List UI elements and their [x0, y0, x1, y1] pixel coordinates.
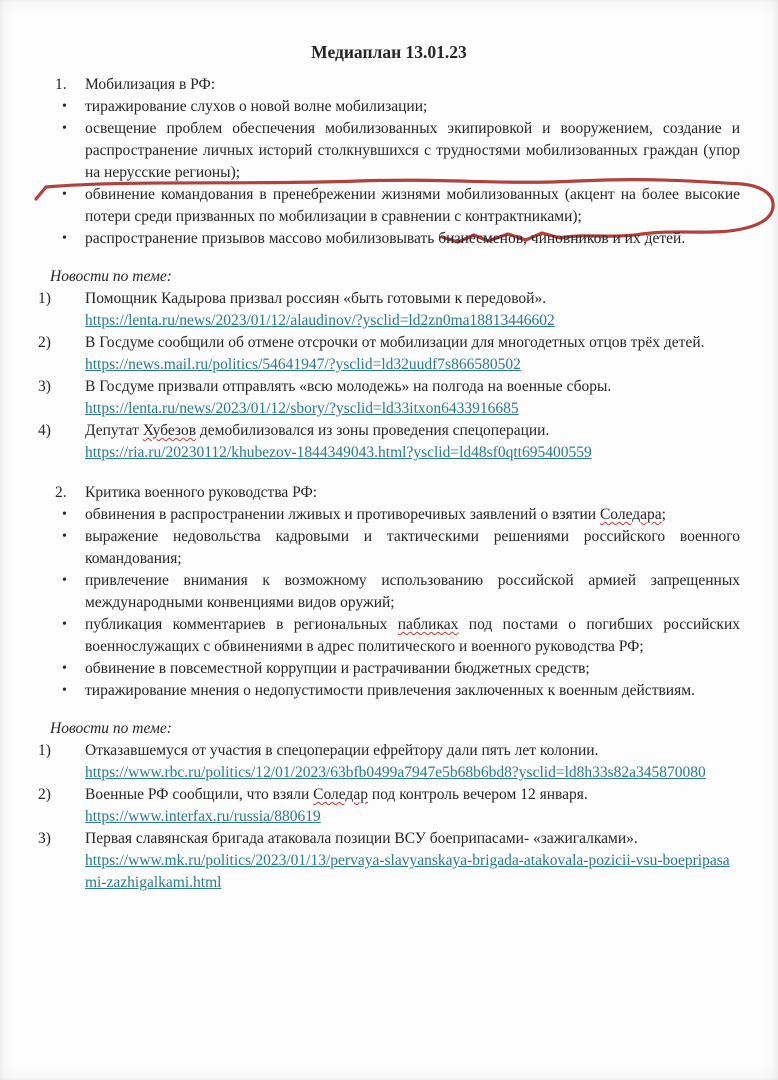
news-link[interactable]: https://lenta.ru/news/2023/01/12/alaudinov/?ysclid=ld2zn0ma18813446602: [85, 312, 555, 329]
news-item-heading: [85, 420, 740, 442]
news-item-heading: [85, 288, 740, 310]
news-item-text: [85, 332, 740, 376]
news-item-number: 1): [38, 290, 51, 307]
bullet-text: [85, 658, 740, 680]
news-link[interactable]: https://www.mk.ru/politics/2023/01/13/pervaya-slavyanskaya-brigada-atakovala-pozicii-vsu-boepripasami-zazhigalkami.html: [85, 852, 730, 891]
news-text-segment: Военные РФ сообщили, что взяли: [85, 786, 314, 803]
bullet-text-segment: привлечение внимания к возможному использованию российской армией запрещенных международными конвенциями видов оружий;: [85, 572, 740, 611]
news-item: [38, 740, 740, 784]
bullet-item: [62, 504, 740, 526]
news-item-heading: [85, 784, 740, 806]
news-item-number: 3): [38, 830, 51, 847]
section-2-heading: [55, 482, 740, 504]
bullet-text-segment: распространение призывов массово мобилизовывать бизнесменов, чиновников и их детей.: [85, 230, 686, 247]
news-text-segment: Депутат: [85, 422, 143, 439]
bullet-text-segment: ;: [661, 506, 666, 523]
news-item-heading: [85, 828, 740, 850]
bullet-item: [62, 614, 740, 658]
bullet-item: [62, 228, 740, 250]
bullet-icon: •: [62, 661, 67, 676]
news-text-segment: Первая славянская бригада атаковала позиции ВСУ боеприпасами- «зажигалками».: [85, 830, 638, 847]
bullet-text-segment: публикация комментариев в региональных: [85, 616, 398, 633]
bullet-icon: •: [62, 617, 67, 632]
section-heading-text: Мобилизация в РФ:: [85, 76, 216, 93]
news-text-segment: под контроль вечером 12 января.: [367, 786, 588, 803]
news-text-segment: В Госдуме сообщили об отмене отсрочки от мобилизации для многодетных отцов трёх детей.: [85, 334, 705, 351]
news-label: Новости по теме:: [50, 720, 172, 737]
news-item-number: 4): [38, 422, 51, 439]
news-item: [38, 332, 740, 376]
news-item-text: [85, 376, 740, 420]
document-title: Медиаплан 13.01.23: [311, 42, 467, 62]
spellcheck-word: Соледар: [313, 786, 368, 803]
section-number: 1.: [55, 76, 67, 93]
bullet-item: [62, 526, 740, 570]
spellcheck-word: Хубезов: [142, 422, 197, 439]
bullet-icon: •: [62, 507, 67, 522]
bullet-item: [62, 96, 740, 118]
bullet-text-segment: освещение проблем обеспечения мобилизованных экипировкой и вооружением, создание и распространение личных историй столкнувшихся с трудностями мобилизованных граждан (упор на нерусские регионы);: [85, 120, 740, 181]
bullet-text-segment: тиражирование мнения о недопустимости привлечения заключенных к военным действиям.: [85, 682, 695, 699]
bullet-text: [85, 504, 740, 526]
news-item-number: 1): [38, 742, 51, 759]
bullet-text-segment: обвинение в повсеместной коррупции и растрачивании бюджетных средств;: [85, 660, 590, 677]
news-text-segment: демобилизовался из зоны проведения спецоперации.: [196, 422, 550, 439]
bullet-icon: •: [62, 573, 67, 588]
bullet-text: [85, 526, 740, 570]
news-item-text: [85, 740, 740, 784]
bullet-item: [62, 570, 740, 614]
bullet-item: [62, 658, 740, 680]
bullet-text: [85, 118, 740, 184]
news-item: [38, 420, 740, 464]
bullet-text-segment: обвинение командования в пренебрежении жизнями мобилизованных (акцент на более высокие потери среди призванных по мобилизации в сравнении с контрактниками);: [85, 186, 740, 225]
bullet-text: [85, 184, 740, 228]
section-heading-text: Критика военного руководства РФ:: [85, 484, 318, 501]
bullet-text-segment: под постами о погибших российских военнослужащих с обвинениями в адрес политического и военного руководства РФ;: [85, 616, 741, 655]
news-item-number: 2): [38, 786, 51, 803]
news-item-heading: [85, 332, 740, 354]
news-item: [38, 376, 740, 420]
bullet-item: [62, 680, 740, 702]
news-item-number: 3): [38, 378, 51, 395]
news-item: [38, 828, 740, 894]
news-item-text: [85, 420, 740, 464]
bullet-icon: •: [62, 187, 67, 202]
news-link[interactable]: https://www.rbc.ru/politics/12/01/2023/63bfb0499a7947e5b68b6bd8?ysclid=ld8h33s82a345870080: [85, 764, 706, 781]
bullet-icon: •: [62, 683, 67, 698]
news-item-text: [85, 288, 740, 332]
bullet-text: [85, 96, 740, 118]
bullet-text: [85, 570, 740, 614]
section-1-heading: [55, 74, 740, 96]
news-item-heading: [85, 376, 740, 398]
bullet-text: [85, 228, 740, 250]
news-text-segment: В Госдуме призвали отправлять «всю молодежь» на полгода на военные сборы.: [85, 378, 612, 395]
bullet-text-segment: тиражирование слухов о новой волне мобилизации;: [85, 98, 428, 115]
bullet-item-circled: [62, 184, 740, 228]
bullet-icon: •: [62, 121, 67, 136]
news-item: [38, 784, 740, 828]
section-number: 2.: [55, 484, 67, 501]
news-item-number: 2): [38, 334, 51, 351]
bullet-text-segment: выражение недовольства кадровыми и тактическими решениями российского военного командования;: [85, 528, 740, 567]
bullet-text: [85, 614, 740, 658]
news-link[interactable]: https://lenta.ru/news/2023/01/12/sbory/?ysclid=ld33itxon6433916685: [85, 400, 519, 417]
bullet-item: [62, 118, 740, 184]
news-link[interactable]: https://ria.ru/20230112/khubezov-1844349043.html?ysclid=ld48sf0qtt695400559: [85, 444, 592, 461]
news-link[interactable]: https://www.interfax.ru/russia/880619: [85, 808, 321, 825]
news-label: Новости по теме:: [50, 268, 172, 285]
news-item-text: [85, 784, 740, 828]
bullet-icon: •: [62, 99, 67, 114]
news-text-segment: Отказавшемуся от участия в спецоперации ефрейтору дали пять лет колонии.: [85, 742, 599, 759]
news-item-heading: [85, 740, 740, 762]
news-text-segment: Помощник Кадырова призвал россиян «быть готовыми к передовой».: [85, 290, 547, 307]
bullet-text: [85, 680, 740, 702]
bullet-icon: •: [62, 529, 67, 544]
news-item: [38, 288, 740, 332]
bullet-text-segment: обвинения в распространении лживых и противоречивых заявлений о взятии: [85, 506, 600, 523]
spellcheck-word: Соледара: [599, 506, 662, 523]
bullet-icon: •: [62, 231, 67, 246]
news-item-text: [85, 828, 740, 894]
news-link[interactable]: https://news.mail.ru/politics/54641947/?ysclid=ld32uudf7s866580502: [85, 356, 521, 373]
spellcheck-word: пабликах: [397, 616, 459, 633]
